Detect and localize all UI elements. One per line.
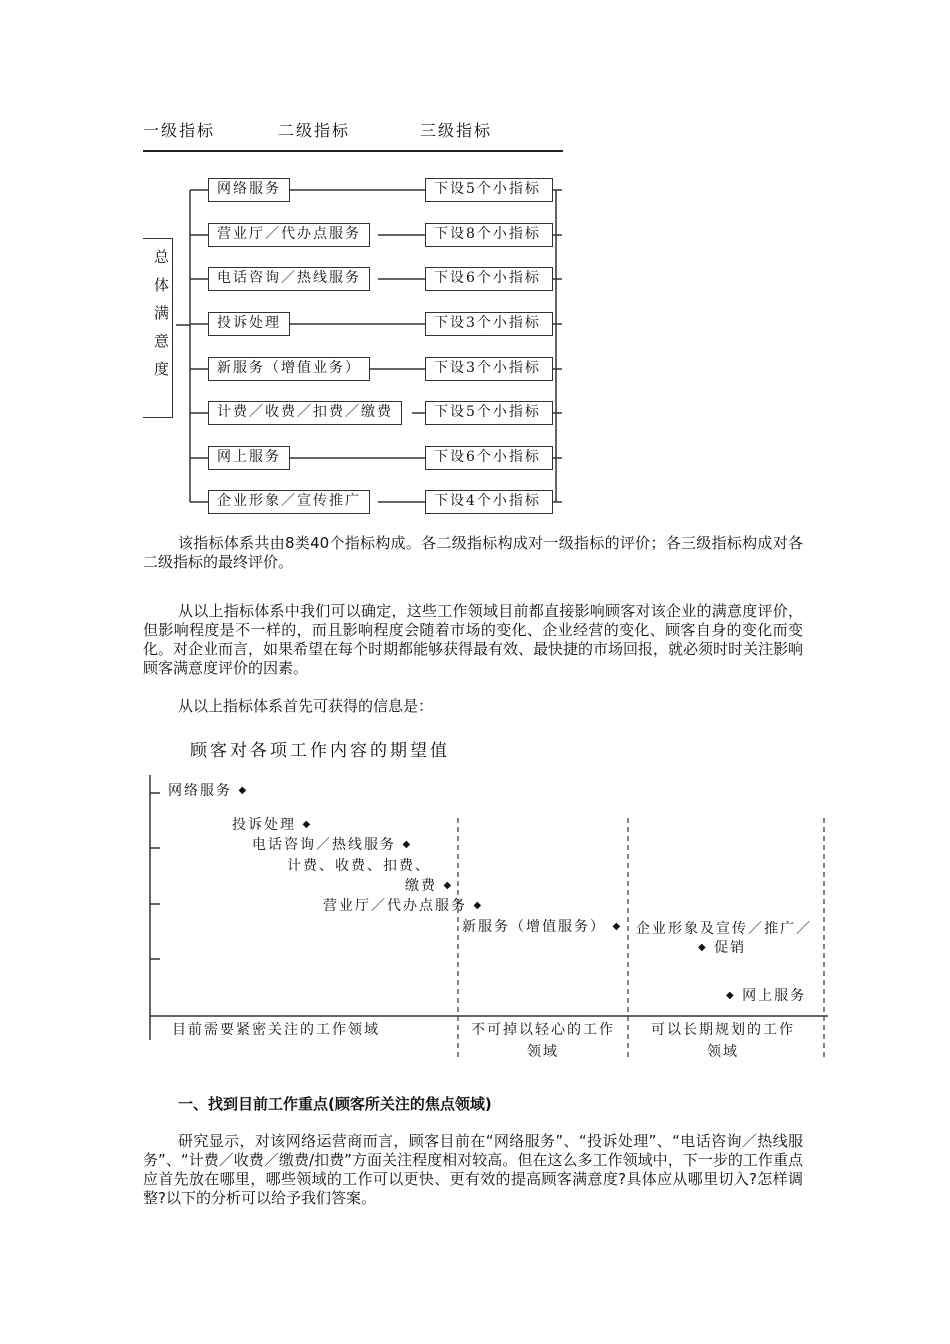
header-level3: 三级指标: [420, 121, 493, 140]
figure2-title: 顾客对各项工作内容的期望值: [190, 741, 450, 761]
level3-count: 下设4个小指标: [425, 490, 553, 514]
point-label: 新服务（增值服务）: [462, 919, 606, 935]
diamond-icon: ◆: [698, 942, 708, 953]
diamond-icon: ◆: [726, 990, 736, 1001]
level3-count: 下设5个小指标: [425, 401, 553, 425]
level3-count: 下设8个小指标: [425, 223, 553, 247]
point-label: 营业厅／代办点服务: [323, 898, 467, 914]
diamond-icon: ◆: [238, 785, 249, 796]
level2-billing: 计费／收费／扣费／缴费: [208, 401, 402, 425]
point-online-service: [726, 985, 806, 1005]
point-label: 投诉处理: [232, 817, 296, 833]
paragraph-research-findings: 研究显示，对该网络运营商而言，顾客目前在“网络服务”、“投诉处理”、“电话咨询／热线服务”、“计费／收费／缴费/扣费”方面关注程度相对较高。但在这么多工作领域中，下一步的工作重点应首先放在哪里，哪些领域的工作可以更快、更有效的提高顾客满意度?具体应从哪里切入?怎样调整?以下的分析可以给予我们答案。: [143, 1132, 803, 1207]
point-billing-label-line1: 计费、收费、扣费、: [287, 858, 431, 874]
level3-count: 下设6个小指标: [425, 267, 553, 291]
header-level2: 二级指标: [278, 121, 351, 140]
diamond-icon: ◆: [302, 819, 313, 830]
paragraph-analysis: 从以上指标体系中我们可以确定，这些工作领域目前都直接影响顾客对该企业的满意度评价，但影响程度是不一样的，而且影响程度会随着市场的变化、企业经营的变化、顾客自身的变化而变化。对企业而言，如果希望在每个时期都能够获得最有效、最快捷的市场回报，就必须时时关注影响顾客满意度评价的因素。: [143, 602, 804, 677]
zone-long-term: 可以长期规划的工作领域: [651, 1022, 795, 1060]
point-new-service: [462, 916, 622, 936]
point-complaint: [232, 814, 312, 834]
paragraph-indicator-summary: 该指标体系共由8类40个指标构成。各二级指标构成对一级指标的评价；各三级指标构成对各二级指标的最终评价。: [143, 534, 803, 571]
header-level1: 一级指标: [143, 121, 216, 140]
level2-online-service: 网上服务: [208, 446, 290, 470]
point-network-service: [168, 780, 248, 800]
point-hotline: [252, 834, 412, 854]
point-corporate-image-line1: 企业形象及宣传／推广／: [636, 921, 812, 937]
diamond-icon: ◆: [612, 921, 623, 932]
level2-corporate-image: 企业形象／宣传推广: [208, 490, 370, 514]
diamond-icon: ◆: [402, 839, 413, 850]
level3-count: 下设5个小指标: [425, 178, 553, 202]
level2-complaint: 投诉处理: [208, 312, 290, 336]
root-overall-satisfaction: 总体满意度: [143, 238, 173, 418]
diamond-icon: ◆: [473, 900, 484, 911]
level2-hotline: 电话咨询／热线服务: [208, 267, 370, 291]
point-label: 缴费: [405, 878, 437, 894]
point-corporate-image: [698, 937, 746, 957]
zone-focus-now: 目前需要紧密关注的工作领域: [172, 1022, 380, 1038]
level3-count: 下设3个小指标: [425, 312, 553, 336]
point-billing: [405, 875, 453, 895]
point-label: 电话咨询／热线服务: [252, 837, 396, 853]
level3-count: 下设6个小指标: [425, 446, 553, 470]
level2-network-service: 网络服务: [208, 178, 290, 202]
level2-new-service: 新服务（增值业务）: [208, 357, 370, 381]
zone-do-not-neglect: 不可掉以轻心的工作领域: [471, 1022, 615, 1060]
level3-count: 下设3个小指标: [425, 357, 553, 381]
point-business-hall: [323, 895, 483, 915]
point-label: 网络服务: [168, 783, 232, 799]
section-heading: 一、找到目前工作重点(顾客所关注的焦点领域): [178, 1095, 492, 1113]
point-label: 网上服务: [742, 988, 807, 1004]
level2-business-hall: 营业厅／代办点服务: [208, 223, 370, 247]
paragraph-lead-in: 从以上指标体系首先可获得的信息是：: [178, 697, 434, 715]
diamond-icon: ◆: [443, 880, 454, 891]
point-label: 促销: [714, 940, 747, 956]
